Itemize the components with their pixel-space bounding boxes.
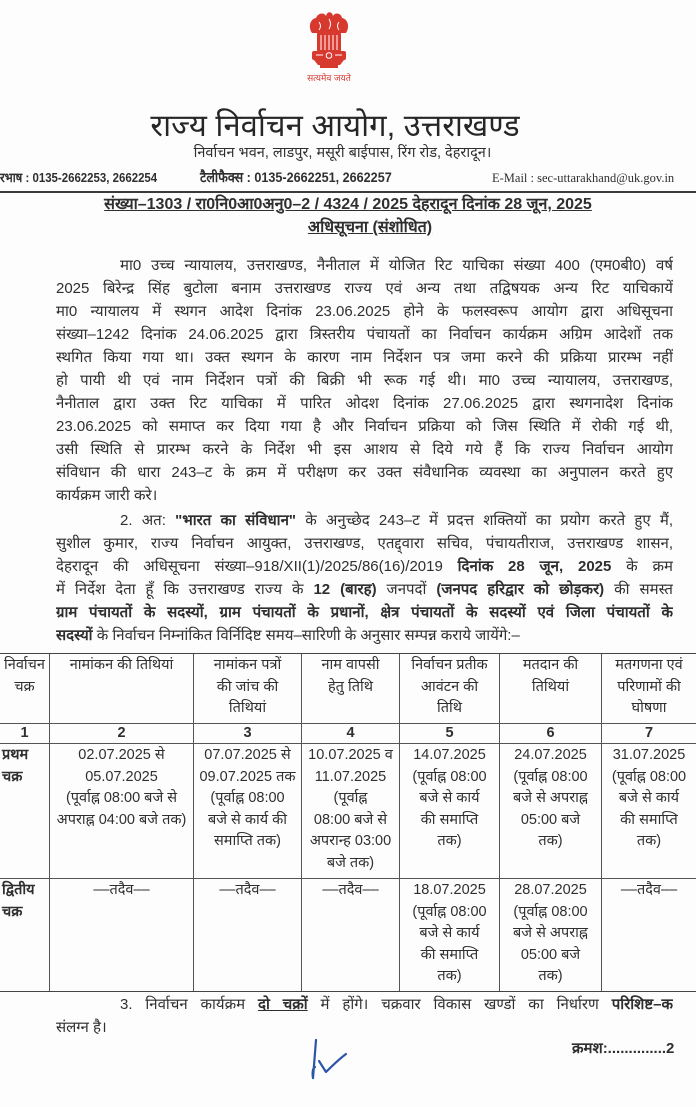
cell-text-line: तक) xyxy=(437,833,462,849)
cell-text-line: (पूर्वाह्न 08:00 xyxy=(513,768,588,785)
round-label-cell xyxy=(0,744,50,879)
cell-text-line: घोषणा xyxy=(631,700,667,716)
text-segment: देहरादून की अधिसूचना संख्या–918/XII(1)/2025/86(16)/2019 xyxy=(56,558,458,575)
commission-address: निर्वाचन भवन, लाडपुर, मसूरी बाईपास, रिंग रोड, देहरादून। xyxy=(193,145,492,161)
cell-text-line: समाप्ति तक) xyxy=(214,833,281,849)
cell-text-line: निर्वाचन प्रतीक xyxy=(411,657,488,673)
text-segment: संलग्न है। xyxy=(56,1019,107,1036)
cell-text-line: तक) xyxy=(538,833,563,849)
cell-text-line: नामांकन की तिथियां xyxy=(69,657,174,673)
text-line: कार्यक्रम जारी करे। xyxy=(56,487,158,504)
column-number-cell: 7 xyxy=(602,724,696,744)
table-cell xyxy=(302,879,400,991)
text-line xyxy=(56,624,673,647)
cell-text-line: बजे से कार्य xyxy=(419,925,480,941)
table-header-cell xyxy=(50,654,194,724)
cell-text-line: तक) xyxy=(636,833,662,849)
cell-text-line: तक) xyxy=(437,968,462,984)
cell-text-line: अपरान्ह 03:00 xyxy=(309,833,392,849)
cell-text-line: बजे से अपराह्न xyxy=(513,790,588,806)
text-line: नैनीताल द्वारा उक्त रिट याचिका में पारित ओदश दिनांक 27.06.2025 द्वारा स्थगनादेश दिनांक xyxy=(56,395,673,412)
cell-text-line: तिथियां xyxy=(228,700,267,716)
cell-text-line: नाम वापसी xyxy=(321,657,380,673)
cell-text-line: बजे से कार्य xyxy=(618,790,680,806)
table-cell xyxy=(500,879,602,991)
text-line: मा0 न्यायालय में स्थगन आदेश दिनांक 23.06.2025 होने के फलस्वरूप आयोग द्वारा अधिसूचना xyxy=(56,303,673,320)
text-segment: 2. अत: xyxy=(120,512,176,529)
cell-text-line: (पूर्वाह्न 08:00 xyxy=(513,903,588,920)
text-segment: की समस्त xyxy=(604,581,673,598)
cell-text-line: ––तदैव–– xyxy=(322,882,379,898)
cell-text-line: 07.07.2025 से xyxy=(204,747,291,763)
table-cell xyxy=(50,744,194,879)
table-cell xyxy=(602,744,696,879)
notification-heading xyxy=(270,218,470,238)
cell-text-line: 14.07.2025 xyxy=(413,747,486,763)
column-number-cell: 6 xyxy=(500,724,602,744)
cell-text-line: द्वितीय xyxy=(2,882,35,898)
underlined-bold-text: दो चक्रों xyxy=(258,996,308,1013)
cell-text-line: चक्र xyxy=(2,903,23,920)
column-number-cell: 3 xyxy=(194,724,302,744)
cell-text-line: 28.07.2025 xyxy=(514,882,587,898)
cell-text-line: 09.07.2025 तक xyxy=(199,768,296,785)
cell-text-line: 05.07.2025 xyxy=(85,768,158,785)
cell-text-line: तिथियां xyxy=(531,678,570,695)
text-segment: के क्रम xyxy=(611,558,673,575)
cell-text-line: अपराह्न 04:00 बजे तक) xyxy=(56,811,187,828)
cell-text-line: परिणामों की xyxy=(617,678,681,695)
text-segment: में निर्देश देता हूँ कि उत्तराखण्ड राज्य के xyxy=(56,581,314,598)
column-number-cell: 4 xyxy=(302,724,400,744)
table-cell xyxy=(194,744,302,879)
table-cell xyxy=(400,879,500,991)
text-line: 2025 बिरेन्द्र सिंह बुटोला बनाम उत्तराखण्ड राज्य एवं अन्य तथा तद्विषयक अन्य रिट याचिकायें xyxy=(56,280,673,297)
table-header-cell xyxy=(194,654,302,724)
email-address: E-Mail : sec-uttarakhand@uk.gov.in xyxy=(492,171,675,185)
round-label-cell xyxy=(0,879,50,991)
election-schedule-table xyxy=(0,653,696,992)
text-segment: 3. निर्वाचन कार्यक्रम xyxy=(120,996,258,1013)
text-segment: के अनुच्छेद 243–ट में प्रदत्त शक्तियों का प्रयोग करते हुए मैं, xyxy=(296,512,673,529)
table-cell xyxy=(194,879,302,991)
column-number-cell: 1 xyxy=(0,724,50,744)
bold-text: ग्राम पंचायतों के सदस्यों, ग्राम पंचायतों के प्रधानों, क्षेत्र पंचायतों के सदस्यों एवं जिला पंचायतों के xyxy=(56,604,673,621)
cell-text-line: मतदान की xyxy=(522,657,579,673)
text-line: संविधान की धारा 243–ट के क्रम में परीक्षण कर उक्त संवैधानिक व्यवस्था का अनुपालन करते हुए xyxy=(56,464,673,481)
table-cell xyxy=(602,879,696,991)
heading-text: अधिसूचना (संशोधित) xyxy=(307,219,433,236)
cell-text-line: की जांच की xyxy=(216,678,279,695)
cell-text-line: ––तदैव–– xyxy=(620,882,678,898)
column-number-cell: 5 xyxy=(400,724,500,744)
cell-text-line: ––तदैव–– xyxy=(93,882,150,898)
column-number-cell: 2 xyxy=(50,724,194,744)
cell-text-line: बजे से कार्य xyxy=(419,790,480,806)
telefax-number: टैलीफैक्स : 0135-2662251, 2662257 xyxy=(200,169,392,185)
cell-text-line: बजे से कार्य की xyxy=(207,811,288,828)
cell-text-line: 11.07.2025 xyxy=(314,768,387,785)
cell-text-line: प्रथम xyxy=(2,747,29,763)
cell-text-line: (पूर्वाह्न xyxy=(333,790,368,806)
cell-text-line: की समाप्ति xyxy=(420,811,479,828)
cell-text-line: ––तदैव–– xyxy=(219,882,276,898)
cell-text-line: 02.07.2025 से xyxy=(78,747,165,763)
cell-text-line: 08:00 बजे से xyxy=(313,811,388,828)
cell-text-line: 05:00 बजे xyxy=(520,946,581,963)
reference-number: संख्या–1303 / रा0नि0आ0अनु0–2 / 4324 / 2025 देहरादून दिनांक 28 जून, 2025 xyxy=(104,196,592,213)
handwritten-signature xyxy=(300,1034,356,1084)
table-header-cell xyxy=(500,654,602,724)
reference-number-line xyxy=(0,195,696,215)
cell-text-line: (पूर्वाह्न 08:00 xyxy=(210,790,285,806)
cell-text-line: 10.07.2025 व xyxy=(308,747,393,763)
cell-text-line: (पूर्वाह्न 08:00 xyxy=(412,768,487,785)
cell-text-line: चक्र xyxy=(2,768,23,785)
text-line: स्थगित किया गया था। उक्त स्थगन के कारण नाम निर्देशन पत्र जमा करने की प्रक्रिया प्रारम्भ नहीं xyxy=(56,349,673,366)
table-cell xyxy=(50,879,194,991)
bold-text: 12 (बारह) xyxy=(313,581,377,598)
cell-text-line: 05:00 बजे xyxy=(520,811,581,828)
text-line: हो पायी थी एवं नाम निर्देशन पत्रों की बिक्री भी रूक गई थी। मा0 उच्च न्यायालय, उत्तराखण्ड, xyxy=(56,372,673,389)
cell-text-line: आवंटन की xyxy=(420,678,479,695)
cell-text-line: की समाप्ति xyxy=(620,811,678,828)
cell-text-line: 24.07.2025 xyxy=(514,747,587,763)
table-header-cell xyxy=(0,654,50,724)
table-cell xyxy=(400,744,500,879)
text-line xyxy=(56,1016,673,1039)
cell-text-line: चक्र xyxy=(14,678,35,695)
cell-text-line: तक) xyxy=(538,968,563,984)
text-line xyxy=(56,578,673,601)
cell-text-line: की समाप्ति xyxy=(420,946,479,963)
cell-text-line: (पूर्वाह्न 08:00 xyxy=(412,903,487,920)
continued-page-marker: क्रमश:..............2 xyxy=(572,1040,675,1057)
text-segment: में होंगे। चक्रवार विकास खण्डों का निर्धारण xyxy=(307,996,612,1013)
cell-text-line: बजे तक) xyxy=(326,854,375,871)
text-line: मा0 उच्च न्यायालय, उत्तराखण्ड, नैनीताल में योजित रिट याचिका संख्या 400 (एम0बी0) वर्ष xyxy=(120,257,673,274)
text-line xyxy=(56,532,673,555)
text-line: संख्या–1242 दिनांक 24.06.2025 द्वारा त्रिस्तरीय पंचायतों का निर्वाचन कार्यक्रम अग्रिम आदेशों तक xyxy=(56,326,673,343)
cell-text-line: मतगणना एवं xyxy=(615,657,683,673)
table-cell xyxy=(500,744,602,879)
cell-text-line: (पूर्वाह्न 08:00 बजे से xyxy=(65,790,178,806)
commission-title: राज्य निर्वाचन आयोग, उत्तराखण्ड xyxy=(150,108,520,143)
cell-text-line: तिथि xyxy=(436,700,463,716)
text-segment: जनपदों xyxy=(376,581,437,598)
letterhead-divider xyxy=(0,191,696,193)
table-header-cell xyxy=(302,654,400,724)
text-segment: के निर्वाचन निम्नांकित विर्निदिष्ट समय–सारिणी के अनुसार सम्पन्न कराये जायेंगे:– xyxy=(92,627,520,644)
text-line xyxy=(56,601,673,624)
paragraph-3 xyxy=(56,993,673,1039)
bold-text: दिनांक 28 जून, 2025 xyxy=(457,558,612,575)
table-header-cell xyxy=(400,654,500,724)
national-emblem-icon xyxy=(305,10,353,72)
bold-text: सदस्यों xyxy=(56,627,93,644)
bold-text: (जनपद हरिद्वार को छोड़कर) xyxy=(436,581,605,598)
phone-number: रभाष : 0135-2662253, 2662254 xyxy=(0,170,158,185)
text-line xyxy=(56,509,673,532)
bold-text: "भारत का संविधान" xyxy=(175,512,297,529)
paragraph-1 xyxy=(56,254,673,507)
cell-text-line: 18.07.2025 xyxy=(413,882,486,898)
table-header-cell xyxy=(602,654,696,724)
cell-text-line: नामांकन पत्रों xyxy=(213,657,282,673)
cell-text-line: बजे से अपराह्न xyxy=(513,925,588,941)
text-line: उसी स्थिति से प्रारम्भ करने के निर्देश भी इस आशय से दिये गये हैं कि राज्य निर्वाचन आयोग xyxy=(56,441,673,458)
emblem-motto: सत्यमेव जयते xyxy=(307,73,351,83)
bold-text: परिशिष्ट–क xyxy=(611,996,673,1013)
cell-text-line: (पूर्वाह्न 08:00 xyxy=(611,768,687,785)
text-line xyxy=(56,555,673,578)
cell-text-line: निर्वाचन xyxy=(4,657,45,673)
paragraph-2 xyxy=(56,509,673,647)
cell-text-line: हेतु तिथि xyxy=(327,678,374,695)
cell-text-line: 31.07.2025 xyxy=(612,747,686,763)
text-line xyxy=(56,993,673,1016)
text-segment: सुशील कुमार, राज्य निर्वाचन आयुक्त, उत्तराखण्ड, एतद्द्वारा सचिव, पंचायतीराज, उत्तराखण्ड शासन, xyxy=(56,535,673,552)
table-cell xyxy=(302,744,400,879)
text-line: 23.06.2025 को समाप्त कर दिया गया है और निर्वाचन प्रक्रिया को जिस स्थिति में रोकी गई थी, xyxy=(56,418,673,435)
